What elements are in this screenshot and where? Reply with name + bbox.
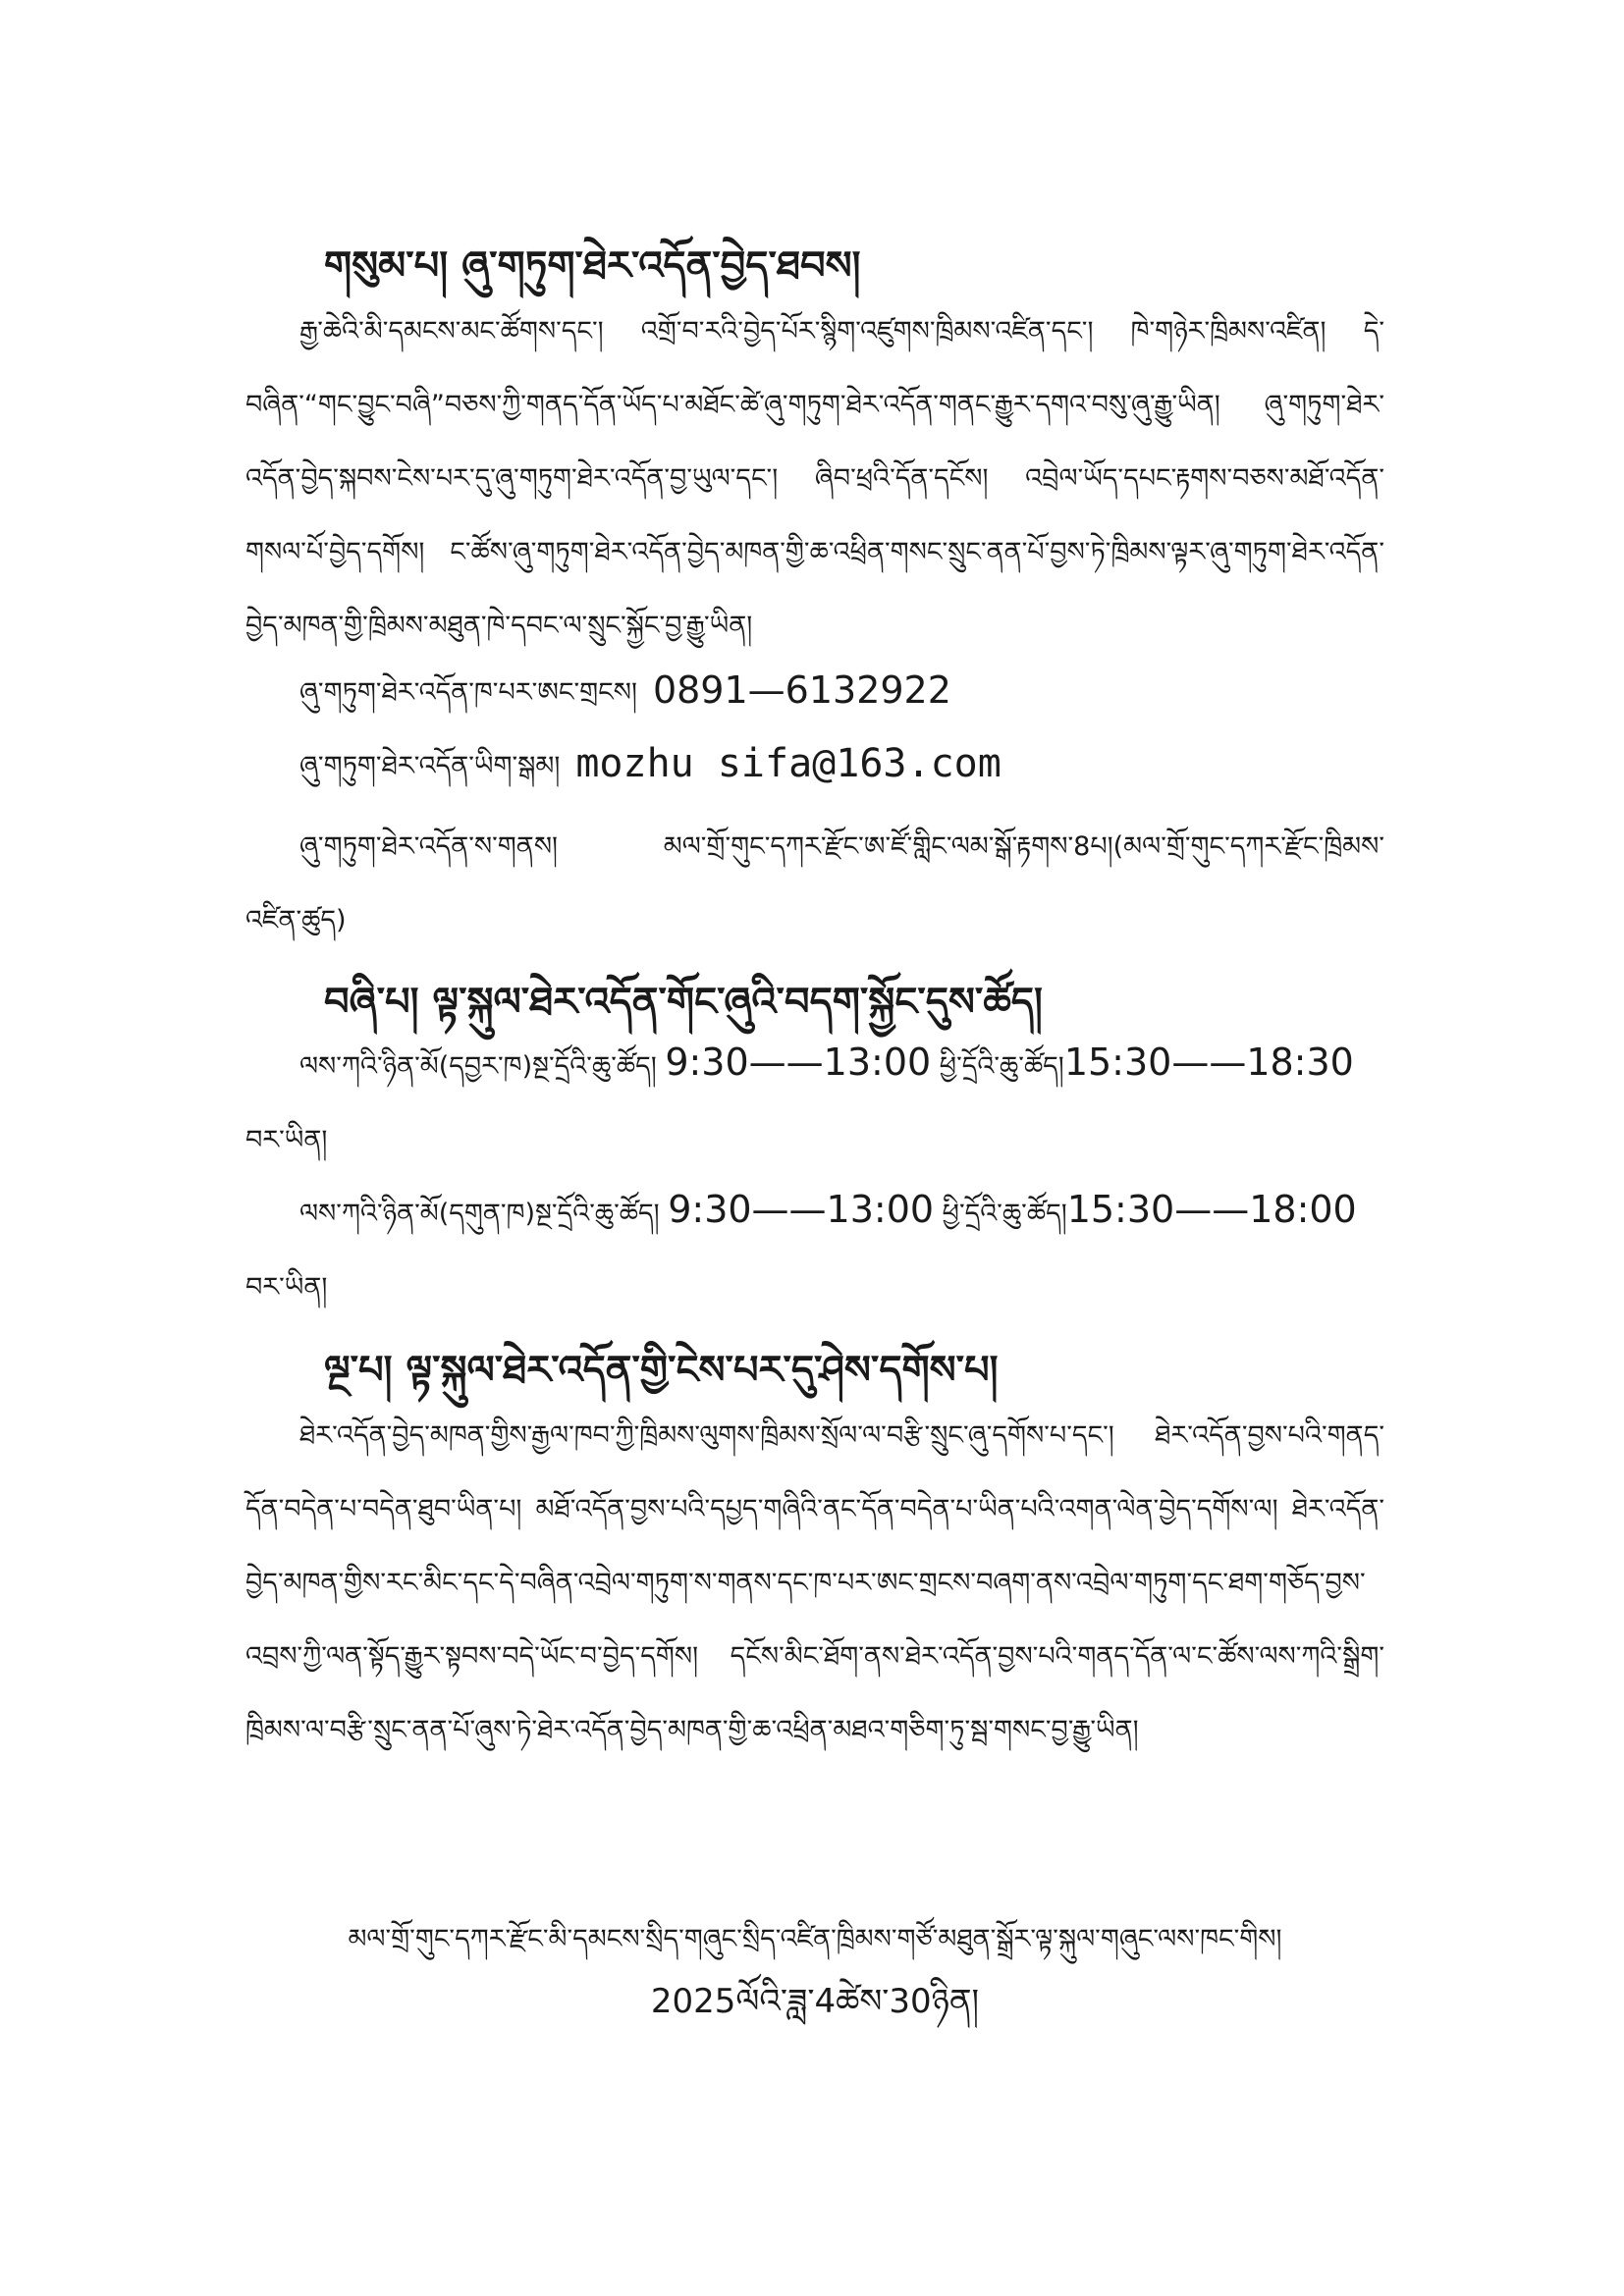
section-5-heading: ལྔ་པ། ལྟ་སྐུལ་ཐེར་འདོན་གྱི་ངེས་པར་དུ་ཤེས་དགོས་པ། [324,1348,999,1393]
winter-pm-label: ཕྱི་དྲོའི་ཆུ་ཚོད། [942,1199,1067,1229]
summer-pm-time: 15:30——18:30 [1063,1041,1354,1084]
footer-organization: མལ་གྲོ་གུང་དཀར་རྫོང་མི་དམངས་སྲིད་གཞུང་སྲིད་འཛིན་ཁྲིམས་གཙོ་མཐུན་སྒྲོར་ལྟ་སྐུལ་གཞུང་ལས་ཁང་གིས། [348,1924,1282,1954]
email-label: ཞུ་གཏུག་ཐེར་འདོན་ཡིག་སྒམ། [299,751,561,781]
email-line [299,736,1001,811]
winter-am-time: 9:30——13:00 [668,1188,935,1231]
summer-pm-label: ཕྱི་དྲོའི་ཆུ་ཚོད། [939,1051,1064,1082]
email-address: mozhu sifa@163.com [575,741,1001,786]
footer-date-text: 2025ལོའི་ཟླ་4ཚེས་30ཉིན། [650,1982,980,2021]
phone-line [299,663,951,737]
section-5-paragraph: ཐེར་འདོན་བྱེད་མཁན་གྱིས་རྒྱལ་ཁབ་ཀྱི་ཁྲིམས་ལུགས་ཁྲིམས་སྲོལ་ལ་བརྩི་སྲུང་ཞུ་དགོས་པ་དང་། ཐེར་འདོན་བྱས་པའི་གནད་དོན་བདེན་པ་བདེན་ཐུབ་ཡིན་པ། མཐོ་འདོན་བྱས་པའི་དཔྱད་གཞིའི་ནང་དོན་བདེན་པ་ཡིན་པའི་འགན་ལེན་བྱེད་དགོས་ལ། ཐེར་འདོན་བྱེད་མཁན་གྱིས་རང་མིང་དང་དེ་བཞིན་འབྲེལ་གཏུག་ས་གནས་དང་ཁ་པར་ཨང་གྲངས་བཞག་ནས་འབྲེལ་གཏུག་དང་ཐག་གཅོད་བྱས་འབྲས་ཀྱི་ལན་སྟོད་རྒྱུར་སྟབས་བདེ་ཡོང་བ་བྱེད་དགོས། དངོས་མིང་ཐོག་ནས་ཐེར་འདོན་བྱས་པའི་གནད་དོན་ལ་ང་ཚོས་ལས་ཀའི་སྒྲིག་ཁྲིམས་ལ་བརྩི་སྲུང་ནན་པོ་ཞུས་ཏེ་ཐེར་འདོན་བྱེད་མཁན་གྱི་ཆ་འཕྲིན་མཐའ་གཅིག་ཏུ་སྦ་གསང་བྱ་རྒྱུ་ཡིན། [245,1420,1384,1745]
winter-pm-time: 15:30——18:00 [1066,1188,1357,1231]
section-3-paragraph: རྒྱ་ཆེའི་མི་དམངས་མང་ཚོགས་དང་། འགྲོ་བ་རའི་བྱེད་པོར་སྙིག་འཛུགས་ཁྲིམས་འཛིན་དང་། ཁེ་གཉེར་ཁྲིམས་འཛིན། དེ་བཞིན་“གང་བྱུང་བཞི”བཅས་ཀྱི་གནད་དོན་ཡོད་པ་མཐོང་ཚེ་ཞུ་གཏུག་ཐེར་འདོན་གནང་རྒྱུར་དགའ་བསུ་ཞུ་རྒྱུ་ཡིན། ཞུ་གཏུག་ཐེར་འདོན་བྱེད་སྐབས་ངེས་པར་དུ་ཞུ་གཏུག་ཐེར་འདོན་བྱ་ཡུལ་དང་། ཞིབ་ཕྲའི་དོན་དངོས། འབྲེལ་ཡོད་དཔང་རྟགས་བཅས་མཐོ་འདོན་གསལ་པོ་བྱེད་དགོས། ང་ཚོས་ཞུ་གཏུག་ཐེར་འདོན་བྱེད་མཁན་གྱི་ཆ་འཕྲིན་གསང་སྲུང་ནན་པོ་བྱས་ཏེ་ཁྲིམས་ལྟར་ཞུ་གཏུག་ཐེར་འདོན་བྱེད་མཁན་གྱི་ཁྲིམས་མཐུན་ཁེ་དབང་ལ་སྲུང་སྐྱོང་བྱ་རྒྱུ་ཡིན། [245,316,1384,641]
address-label: ཞུ་གཏུག་ཐེར་འདོན་ས་གནས། [299,831,559,862]
winter-suffix: བར་ཡིན། [245,1272,328,1303]
winter-label: ལས་ཀའི་ཉིན་མོ(དགུན་ཁ)སྔ་དྲོའི་ཆུ་ཚོད། [299,1199,660,1229]
summer-hours [245,1026,1384,1177]
address-value: མལ་གྲོ་གུང་དཀར་རྫོང་ཨ་ཛོ་གླིང་ལམ་སྒོ་རྟགས་8པ།(མལ་གྲོ་གུང་དཀར་རྫོང་ཁྲིམས་འཛིན་ཚུད) [245,831,1384,935]
winter-hours [245,1173,1384,1324]
phone-number: 0891—6132922 [652,668,951,712]
section-3-heading: གསུམ་པ། ཞུ་གཏུག་ཐེར་འདོན་བྱེད་ཐབས། [324,243,861,289]
phone-label: ཞུ་གཏུག་ཐེར་འདོན་ཁ་པར་ཨང་གྲངས། [299,677,637,708]
summer-suffix: བར་ཡིན། [245,1125,328,1155]
summer-am-time: 9:30——13:00 [665,1041,932,1084]
address-line [245,810,1384,957]
section-4-heading: བཞི་པ། ལྟ་སྐུལ་ཐེར་འདོན་གོང་ཞུའི་བདག་སྐྱོང་དུས་ཚོད། [324,980,1043,1025]
footer-date [245,1963,1384,2057]
summer-label: ལས་ཀའི་ཉིན་མོ(དབྱར་ཁ)སྔ་དྲོའི་ཆུ་ཚོད། [299,1051,657,1082]
